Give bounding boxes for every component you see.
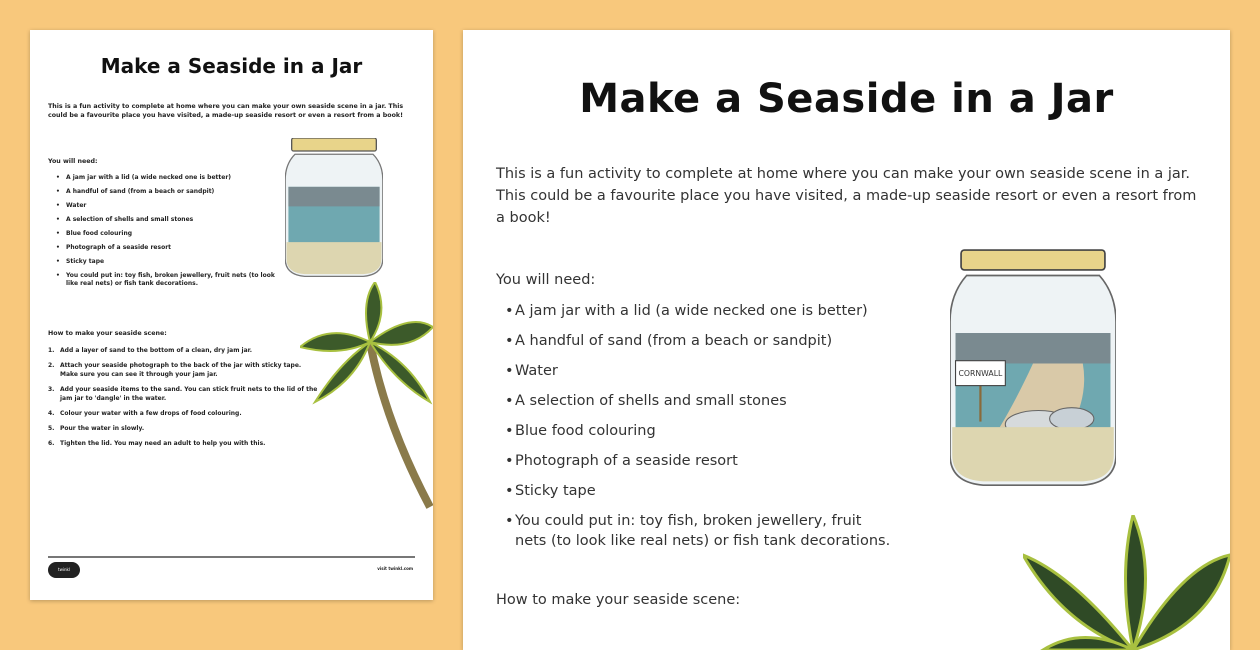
list-item: • Blue food colouring xyxy=(505,421,895,451)
how-label: How to make your seaside scene: xyxy=(48,330,167,337)
step-item: 6. Tighten the lid. You may need an adult to help you with this. xyxy=(48,440,266,447)
materials-list xyxy=(56,174,276,294)
list-item: • Photograph of a seaside resort xyxy=(505,451,895,481)
list-item: • Sticky tape xyxy=(505,481,895,511)
worksheet-thumbnail[interactable] xyxy=(30,30,433,600)
list-item: • A handful of sand (from a beach or sandpit) xyxy=(56,188,276,196)
list-item: • Blue food colouring xyxy=(56,230,276,238)
list-item: • A selection of shells and small stones xyxy=(505,391,895,421)
steps-list xyxy=(48,346,318,454)
list-item: • Photograph of a seaside resort xyxy=(56,244,276,252)
list-item: • You could put in: toy fish, broken jewellery, fruit nets (to look like real nets) or fish tank decorations. xyxy=(505,511,895,561)
intro-text: This is a fun activity to complete at home where you can make your own seaside scene in a jar. This could be a favourite place you have visited, a made-up seaside resort or even a resort from a book! xyxy=(496,166,1197,226)
step-item: 5. Pour the water in slowly. xyxy=(48,425,145,432)
jar-illustration xyxy=(285,138,383,278)
step-item: 1. Add a layer of sand to the bottom of a clean, dry jam jar. xyxy=(48,347,253,354)
intro-text: This is a fun activity to complete at home where you can make your own seaside scene in a jar. This could be a favourite place you have visited, a made-up seaside resort or even a resort from a book! xyxy=(48,103,404,119)
jar-sign: CORNWALL xyxy=(958,369,1003,379)
list-item: • You could put in: toy fish, broken jewellery, fruit nets (to look like real nets) or fish tank decorations. xyxy=(56,272,276,288)
list-item: • A selection of shells and small stones xyxy=(56,216,276,224)
worksheet-preview xyxy=(463,30,1230,650)
materials-list xyxy=(505,301,895,561)
page-title: Make a Seaside in a Jar xyxy=(100,54,363,78)
list-item: • Sticky tape xyxy=(56,258,276,266)
jar-illustration xyxy=(950,238,1116,500)
need-label: You will need: xyxy=(496,272,596,288)
list-item: • A jam jar with a lid (a wide necked one is better) xyxy=(505,301,895,331)
list-item: • A jam jar with a lid (a wide necked one is better) xyxy=(56,174,276,182)
twinkl-logo: twinkl xyxy=(48,562,80,578)
step-item: 2. Attach your seaside photograph to the back of the jar with sticky tape. Make sure you can see it through your jam jar. xyxy=(48,362,302,378)
need-label: You will need: xyxy=(48,158,98,165)
list-item: • Water xyxy=(505,361,895,391)
footer-divider xyxy=(48,556,415,558)
palm-tree-illustration xyxy=(300,282,433,512)
step-item: 3. Add your seaside items to the sand. You can stick fruit nets to the lid of the jam jar to 'dangle' in the water. xyxy=(48,386,318,402)
page-title: Make a Seaside in a Jar xyxy=(579,76,1114,122)
list-item: • Water xyxy=(56,202,276,210)
footer-site: visit twinkl.com xyxy=(377,566,413,571)
how-label: How to make your seaside scene: xyxy=(496,592,741,608)
step-item: 4. Colour your water with a few drops of food colouring. xyxy=(48,410,242,417)
list-item: • A handful of sand (from a beach or sandpit) xyxy=(505,331,895,361)
